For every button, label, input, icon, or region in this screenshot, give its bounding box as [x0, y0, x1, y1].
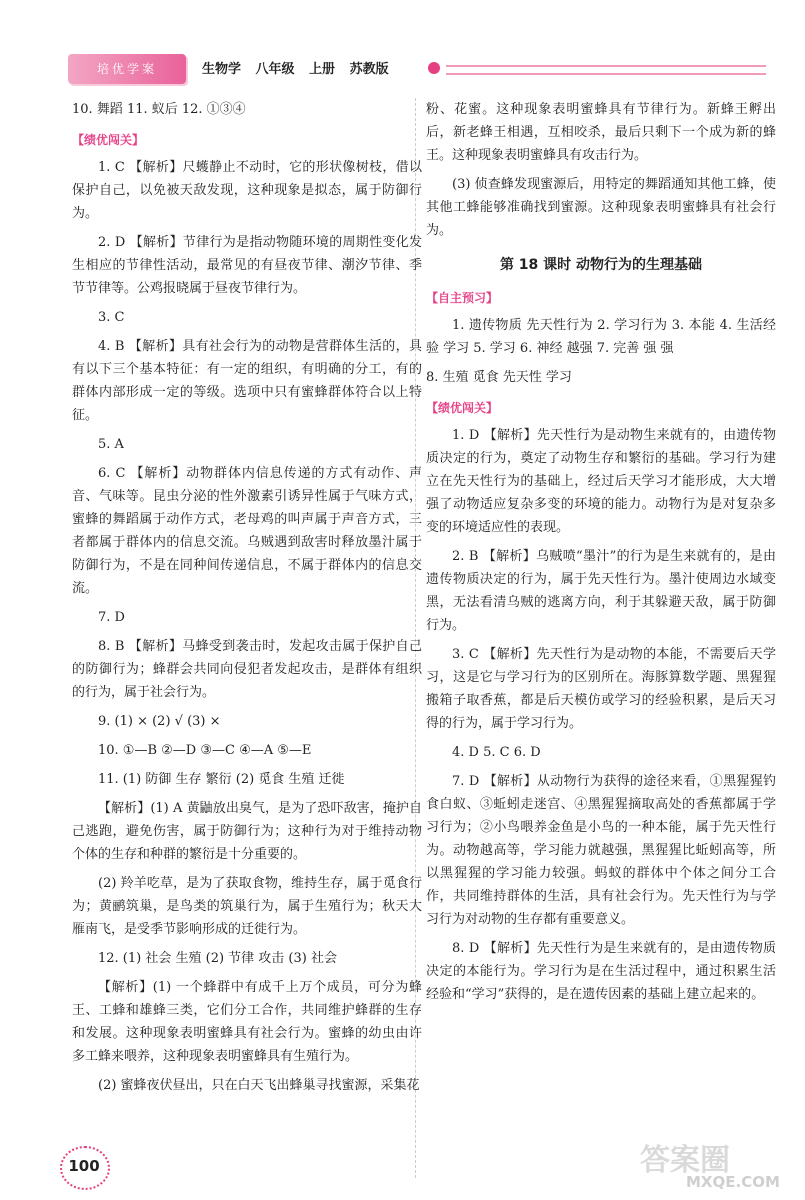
section-tag: 【绩优闯关】 [426, 401, 499, 415]
series-logo [68, 54, 186, 84]
book-title: 生物学 八年级 上册 苏教版 [202, 62, 389, 77]
lesson-title: 第 18 课时 动物行为的生理基础 [499, 257, 703, 273]
answer-paragraph: 5. A [98, 437, 124, 452]
answer-paragraph: (3) 侦查蜂发现蜜源后，用特定的舞蹈通知其他工蜂，使其他工蜂能够准确找到蜜源。这种现象表明蜜蜂具有社会行为。 [426, 177, 776, 238]
answer-paragraph: 粉、花蜜。这种现象表明蜜蜂具有节律行为。新蜂王孵出后，新老蜂王相遇，互相咬杀，最后只剩下一个成为新的蜂王。这种现象表明蜜蜂具有攻击行为。 [426, 102, 776, 163]
answer-paragraph: 7. D 【解析】从动物行为获得的途径来看，①黑猩猩钓食白蚁、③蚯蚓走迷宫、④黑猩猩摘取高处的香蕉都属于学习行为；②小鸟喂养金鱼是小鸟的一种本能，属于先天性行为。动物越高等，学习能力就越强，黑猩猩比蚯蚓高等，所以黑猩猩的学习能力较强。蚂蚁的群体中个体之间分工合作，共同维持群体的生活，具有社会行为。先天性行为与学习行为对动物的生存都有重要意义。 [426, 774, 776, 927]
answer-paragraph: (2) 羚羊吃草，是为了获取食物，维持生存，属于觅食行为；黄鹂筑巢，是鸟类的筑巢行为，属于生殖行为；秋天大雁南飞，是受季节影响形成的迁徙行为。 [72, 876, 422, 937]
watermark-logo [640, 1135, 800, 1195]
answer-paragraph: 11. (1) 防御 生存 繁衍 (2) 觅食 生殖 迁徙 [98, 772, 345, 787]
section-tag-row [426, 395, 776, 424]
answer-paragraph: 1. 遗传物质 先天性行为 2. 学习行为 3. 本能 4. 生活经验 学习 5. 学习 6. 神经 越强 7. 完善 强 强 [426, 318, 776, 356]
answer-paragraph: 4. D 5. C 6. D [452, 745, 541, 760]
answer-paragraph: 1. D 【解析】先天性行为是动物生来就有的，由遗传物质决定的行为，奠定了动物生存和繁衍的基础。学习行为建立在先天性行为的基础上，经过后天学习才能形成，大大增强了动物适应复杂多变的环境的能力。动物行为是对复杂多变的环境适应性的表现。 [426, 428, 776, 535]
answer-paragraph: 2. D 【解析】节律行为是指动物随环境的周期性变化发生相应的节律性活动，最常见的有昼夜节律、潮汐节律、季节节律等。公鸡报晓属于昼夜节律行为。 [72, 235, 422, 296]
answer-paragraph: 1. C 【解析】尺蠖静止不动时，它的形状像树枝，借以保护自己，以免被天敌发现，这种现象是拟态，属于防御行为。 [72, 160, 422, 221]
series-logo-text: 培优学案 [96, 62, 157, 76]
watermark-url: MXQE.COM [686, 1173, 780, 1191]
answer-paragraph: 10. 舞蹈 11. 蚁后 12. ①③④ [72, 102, 246, 117]
answer-paragraph: 10. ①—B ②—D ③—C ④—A ⑤—E [98, 743, 312, 758]
section-tag: 【自主预习】 [426, 291, 499, 305]
answer-paragraph: 2. B 【解析】乌贼喷“墨汁”的行为是生来就有的，是由遗传物质决定的行为，属于先天性行为。墨汁使周边水域变黑，无法看清乌贼的逃离方向，利于其躲避天敌，属于防御行为。 [426, 549, 776, 633]
page-number: 100 [68, 1157, 100, 1175]
section-tag-row [72, 127, 422, 156]
header-dot-icon [428, 62, 440, 74]
section-tag: 【绩优闯关】 [72, 133, 145, 147]
answer-paragraph: 7. D [98, 610, 125, 625]
answer-paragraph: 【解析】(1) 一个蜂群中有成千上万个成员，可分为蜂王、工蜂和雄蜂三类，它们分工合作，共同维护蜂群的生存和发展。这种现象表明蜜蜂具有社会行为。蜜蜂的幼虫由许多工蜂来喂养，这种现象表明蜜蜂具有生殖行为。 [72, 980, 422, 1064]
answer-paragraph: (2) 蜜蜂夜伏昼出，只在白天飞出蜂巢寻找蜜源，采集花 [98, 1078, 420, 1093]
answer-paragraph: 【解析】(1) A 黄鼬放出臭气，是为了恐吓敌害，掩护自己逃跑，避免伤害，属于防御行为；这种行为对于维持动物个体的生存和种群的繁衍是十分重要的。 [72, 801, 422, 862]
answer-paragraph: 3. C [98, 310, 125, 325]
answer-paragraph: 12. (1) 社会 生殖 (2) 节律 攻击 (3) 社会 [98, 951, 337, 966]
answer-paragraph: 6. C 【解析】动物群体内信息传递的方式有动作、声音、气味等。昆虫分泌的性外激素引诱异性属于气味方式，蜜蜂的舞蹈属于动作方式，老母鸡的叫声属于声音方式，三者都属于群体内的信息交流。乌贼遇到敌害时释放墨汁属于防御行为，不是在同种间传递信息，不属于群体内的信息交流。 [72, 466, 422, 596]
section-tag-row [426, 285, 776, 314]
answer-paragraph: 9. (1) × (2) √ (3) × [98, 714, 221, 729]
answer-paragraph: 8. 生殖 觅食 先天性 学习 [426, 370, 572, 385]
answer-paragraph: 4. B 【解析】具有社会行为的动物是营群体生活的，具有以下三个基本特征：有一定的组织，有明确的分工，有的群体内部形成一定的等级。选项中只有蜜蜂群体符合以上特征。 [72, 339, 422, 423]
answer-paragraph: 8. D 【解析】先天性行为是生来就有的，是由遗传物质决定的本能行为。学习行为是在生活过程中，通过积累生活经验和“学习”获得的，是在遗传因素的基础上建立起来的。 [426, 941, 776, 1002]
right-column [426, 98, 776, 1012]
page-header [0, 0, 805, 100]
header-rule [446, 65, 766, 75]
answer-paragraph: 3. C 【解析】先天性行为是动物的本能，不需要后天学习，这是它与学习行为的区别所在。海豚算数学题、黑猩猩搬箱子取香蕉，都是后天模仿或学习的经验积累，是后天习得的行为，属于学习行为。 [426, 647, 776, 731]
answer-paragraph: 8. B 【解析】马蜂受到袭击时，发起攻击属于保护自己的防御行为；蜂群会共同向侵犯者发起攻击，是群体有组织的行为，属于社会行为。 [72, 639, 422, 700]
watermark-text: 答案圈 [640, 1143, 730, 1178]
left-column [72, 98, 422, 1103]
